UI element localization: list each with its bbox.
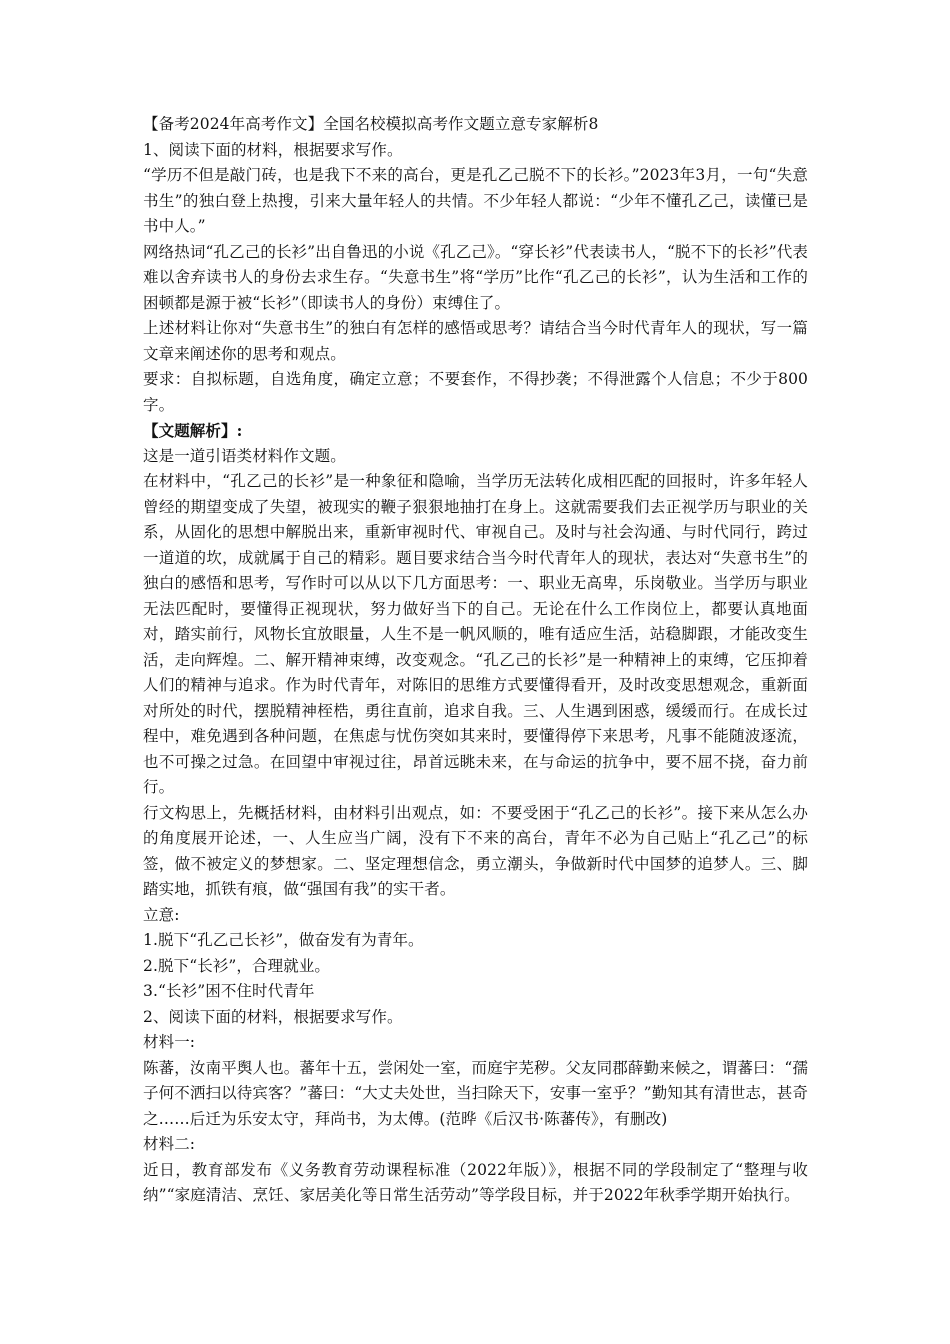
question-1-requirement: 要求：自拟标题，自选角度，确定立意；不要套作，不得抄袭；不得泄露个人信息；不少于800字。 — [143, 370, 808, 414]
ideas-heading: 立意: — [143, 905, 180, 924]
question-2-material-1-text: 陈蕃，汝南平舆人也。蕃年十五，尝闲处一室，而庭宇芜秽。父友同郡薛勤来候之，谓蕃曰：“孺子何不洒扫以待宾客？”蕃曰：“大丈夫处世，当扫除天下，安事一室乎？”勤知其有清世志，甚奇之……后迁为乐安太守，拜尚书，为太傅。(范晔《后汉书·陈蕃传》，有删改) — [143, 1058, 808, 1128]
idea-item-1: 1.脱下“孔乙己长衫”，做奋发有为青年。 — [143, 931, 424, 949]
question-1-material-explanation: 网络热词“孔乙己的长衫”出自鲁迅的小说《孔乙己》。“穿长衫”代表读书人，“脱不下的长衫”代表难以舍弃读书人的身份去求生存。“失意书生”将“学历”比作“孔乙己的长衫”，认为生活和工作的困顿都是源于被“长衫”（即读书人的身份）束缚住了。 — [143, 242, 808, 312]
question-2-material-1-label: 材料一: — [143, 1033, 196, 1051]
idea-item-3: 3.“长衫”困不住时代青年 — [143, 982, 315, 1000]
analysis-heading: 【文题解析】: — [143, 421, 243, 440]
question-2-heading: 2、阅读下面的材料，根据要求写作。 — [143, 1007, 403, 1026]
idea-item-2: 2.脱下“长衫”，合理就业。 — [143, 956, 331, 975]
question-2-material-2-text: 近日，教育部发布《义务教育劳动课程标准（2022年版）》，根据不同的学段制定了“整理与收纳”“家庭清洁、烹饪、家居美化等日常生活劳动”等学段目标，并于2022年秋季学期开始执行。 — [143, 1160, 808, 1204]
question-1-heading: 1、阅读下面的材料，根据要求写作。 — [143, 140, 403, 159]
question-2-material-2-label: 材料二: — [143, 1135, 196, 1153]
document-title: 【备考2024年高考作文】全国名校模拟高考作文题立意专家解析8 — [143, 115, 599, 133]
document-page — [143, 112, 808, 1209]
question-1-task: 上述材料让你对“失意书生”的独白有怎样的感悟或思考？请结合当今时代青年人的现状，写一篇文章来阐述你的思考和观点。 — [143, 319, 808, 363]
analysis-type: 这是一道引语类材料作文题。 — [143, 446, 346, 465]
analysis-body: 在材料中，“孔乙己的长衫”是一种象征和隐喻，当学历无法转化成相匹配的回报时，许多年轻人曾经的期望变成了失望，被现实的鞭子狠狠地抽打在身上。这就需要我们去正视学历与职业的关系，从固化的思想中解脱出来，重新审视时代、审视自己。及时与社会沟通、与时代同行，跨过一道道的坎，成就属于自己的精彩。题目要求结合当今时代青年人的现状，表达对“失意书生”的独白的感悟和思考，写作时可以从以下几方面思考：一、职业无高卑，乐岗敬业。当学历与职业无法匹配时，要懂得正视现状，努力做好当下的自己。无论在什么工作岗位上，都要认真地面对，踏实前行，风物长宜放眼量，人生不是一帆风顺的，唯有适应生活，站稳脚跟，才能改变生活，走向辉煌。二、解开精神束缚，改变观念。“孔乙己的长衫”是一种精神上的束缚，它压抑着人们的精神与追求。作为时代青年，对陈旧的思维方式要懂得看开，及时改变思想观念，重新面对所处的时代，摆脱精神桎梏，勇往直前，追求自我。三、人生遇到困惑，缓缓而行。在成长过程中，难免遇到各种问题，在焦虑与忧伤突如其来时，要懂得停下来思考，凡事不能随波逐流，也不可操之过急。在回望中审视过往，昂首远眺未来，在与命运的抗争中，要不屈不挠，奋力前行。 — [143, 472, 808, 796]
analysis-structure: 行文构思上，先概括材料，由材料引出观点，如：不要受困于“孔乙己的长衫”。接下来从怎么办的角度展开论述，一、人生应当广阔，没有下不来的高台，青年不必为自己贴上“孔乙己”的标签，做不被定义的梦想家。二、坚定理想信念，勇立潮头，争做新时代中国梦的追梦人。三、脚踏实地，抓铁有痕，做“强国有我”的实干者。 — [143, 803, 808, 898]
question-1-material-quote: “学历不但是敲门砖，也是我下不来的高台，更是孔乙己脱不下的长衫。”2023年3月，一句“失意书生”的独白登上热搜，引来大量年轻人的共情。不少年轻人都说：“少年不懂孔乙己，读懂已是书中人。” — [143, 166, 808, 235]
